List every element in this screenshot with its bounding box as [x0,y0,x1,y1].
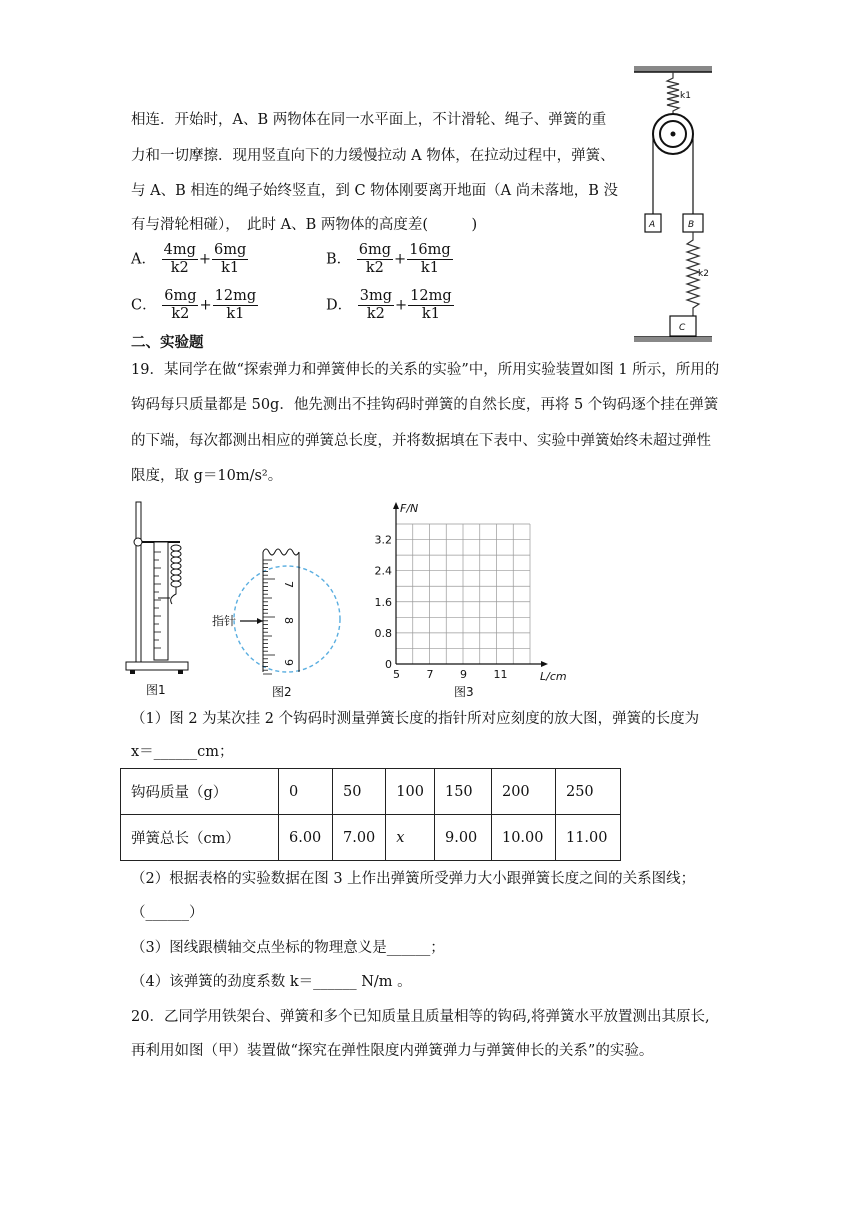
q19-sub2-line-1: （2）根据表格的实验数据在图 3 上作出弹簧所受弹力大小跟弹簧长度之间的关系图线； [131,871,696,887]
table-cell: 钩码质量（g） [121,769,279,815]
q19-sub3: （3）图线跟横轴交点坐标的物理意义是______； [131,940,445,956]
svg-text:B: B [688,220,695,230]
table-cell: 100 [386,769,435,815]
q20-line-2: 再利用如图（甲）装置做“探究在弹性限度内弹簧弹力与弹簧伸长的关系”的实验。 [131,1043,654,1059]
x-tick-label: 9 [460,668,467,681]
q19-line-4: 限度，取 g＝10m/s²。 [131,468,283,484]
table-cell: 7.00 [333,815,386,861]
ruler-tick-8: 8 [282,617,295,624]
table-cell: 200 [491,769,555,815]
q19-line-1: 19．某同学在做“探索弹力和弹簧伸长的关系的实验”中，所用实验装置如图 1 所示，所用的 [131,362,720,378]
pointer-label: 指针 [212,614,237,628]
figure-1-caption: 图1 [146,683,166,697]
q18-line-2: 力和一切摩擦．现用竖直向下的力缓慢拉动 A 物体，在拉动过程中，弹簧、 [131,148,615,164]
y-tick-label: 2.4 [374,564,392,578]
option-a: A． $\frac{4mg}{k2}$ + $\frac{6mg}{k1}$ [131,242,247,276]
option-d: D． $\frac{3mg}{k2}$ + $\frac{12mg}{k1}$ [326,288,452,322]
q19-line-3: 的下端，每次都测出相应的弹簧总长度，并将数据填在下表中、实验中弹簧始终未超过弹性 [131,433,711,449]
data-table [120,768,621,861]
figure-3-caption: 图3 [454,685,474,699]
option-b: B． $\frac{6mg}{k2}$ + $\frac{16mg}{k1}$ [326,242,451,276]
y-tick-label: 3.2 [374,533,392,547]
pulley-spring-figure [628,64,718,344]
y-tick-label: 0 [385,658,392,671]
q20-line-1: 20．乙同学用铁架台、弹簧和多个已知质量且质量相等的钩码,将弹簧水平放置测出其原长, [131,1009,710,1025]
y-axis-label: F/N [400,502,419,515]
k1-label: k1 [680,91,691,101]
figure-1-stand [120,498,200,698]
y-axis-arrow [393,502,399,509]
table-cell: 150 [434,769,491,815]
table-cell: 250 [555,769,620,815]
ruler-tick-9: 9 [282,659,295,666]
x-axis-label: L/cm [540,670,567,683]
ruler-tick-7: 7 [282,581,295,588]
y-tick-label: 1.6 [374,595,392,609]
q19-sub1-line-2: x＝______cm； [131,744,234,760]
q19-line-2: 钩码每只质量都是 50g．他先测出不挂钩码时弹簧的自然长度，再将 5 个钩码逐个挂在弹簧 [131,397,719,413]
table-cell: x [386,815,435,861]
table-cell: 11.00 [555,815,620,861]
table-cell: 10.00 [491,815,555,861]
svg-text:A: A [649,220,656,230]
table-cell: 6.00 [279,815,333,861]
x-axis-arrow [541,661,548,667]
y-tick-label: 0.8 [374,626,392,640]
q18-line-3: 与 A、B 相连的绳子始终竖直，到 C 物体刚要离开地面（A 尚未落地，B 没 [131,183,619,199]
figure-3-chart [360,494,590,704]
table-cell: 9.00 [434,815,491,861]
q18-line-4: 有与滑轮相碰）， 此时 A、B 两物体的高度差( ) [131,217,478,233]
q19-sub1-line-1: （1）图 2 为某次挂 2 个钩码时测量弹簧长度的指针所对应刻度的放大图，弹簧的长度为 [131,711,700,727]
table-row [121,815,621,861]
table-cell: 弹簧总长（cm） [121,815,279,861]
x-tick-label: 11 [493,668,508,681]
svg-text:C: C [679,323,686,333]
x-tick-label: 7 [426,668,434,681]
spring-k1 [667,72,679,116]
q18-line-1: 相连．开始时，A、B 两物体在同一水平面上，不计滑轮、绳子、弹簧的重 [131,112,607,128]
k2-label: k2 [698,269,709,279]
table-row [121,769,621,815]
table-cell: 50 [333,769,386,815]
table-cell: 0 [279,769,333,815]
section-heading: 二、实验题 [131,334,204,351]
figure-2-caption: 图2 [272,685,292,699]
x-tick-label: 5 [393,668,400,681]
q19-sub4: （4）该弹簧的劲度系数 k＝______ N/m 。 [131,974,412,990]
q19-sub2-line-2: （______） [131,905,204,921]
figure-2-ruler [205,542,350,702]
option-c: C． $\frac{6mg}{k2}$ + $\frac{12mg}{k1}$ [131,288,257,322]
